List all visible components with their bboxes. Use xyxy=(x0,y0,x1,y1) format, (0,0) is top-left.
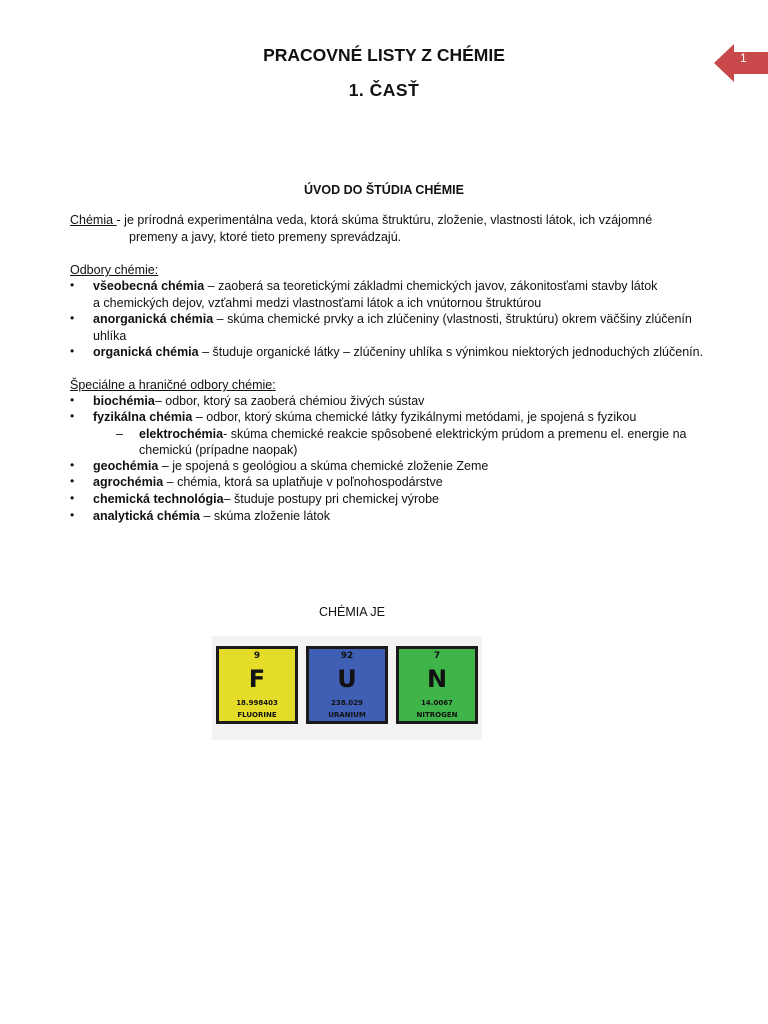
page-number: 1 xyxy=(740,51,747,65)
special-name: analytická chémia xyxy=(93,509,201,523)
element-symbol: F xyxy=(248,665,266,693)
branch-item-organic xyxy=(93,344,703,361)
bullet: • xyxy=(70,491,75,505)
branch-item-general xyxy=(93,278,657,295)
atomic-mass: 18.998403 xyxy=(236,699,278,707)
special-desc: – študuje postupy pri chemickej výrobe xyxy=(223,492,439,506)
special-desc: – odbor, ktorý sa zaoberá chémiou živých sústav xyxy=(154,394,425,408)
atomic-mass: 14.0067 xyxy=(421,699,453,707)
special-item-geochemistry xyxy=(93,458,488,475)
special-name: geochémia xyxy=(93,459,159,473)
special-item-physical xyxy=(93,409,636,426)
special-desc: – chémia, ktorá sa uplatňuje v poľnohospodárstve xyxy=(163,475,443,489)
branch-desc: – zaoberá sa teoretickými základmi chemických javov, zákonitosťami stavby látok xyxy=(204,279,658,293)
bullet: • xyxy=(70,393,75,407)
page-subtitle: 1. ČASŤ xyxy=(348,80,420,100)
special-name: fyzikálna chémia xyxy=(93,410,193,424)
special-item-analytical xyxy=(93,508,330,525)
special-desc: – odbor, ktorý skúma chemické látky fyzikálnymi metódami, je spojená s fyzikou xyxy=(192,410,637,424)
bullet: • xyxy=(70,458,75,472)
special-name: elektrochémia xyxy=(139,427,224,441)
branch-name: všeobecná chémia xyxy=(93,279,205,293)
special-item-agrochemistry xyxy=(93,474,443,491)
bullet: • xyxy=(70,311,75,325)
bullet: • xyxy=(70,474,75,488)
fun-label: CHÉMIA JE xyxy=(319,605,385,619)
bullet: • xyxy=(70,508,75,522)
element-name: URANIUM xyxy=(328,711,366,719)
special-subitem-electrochemistry xyxy=(139,426,687,443)
special-desc: – skúma zloženie látok xyxy=(200,509,330,523)
intro-heading: ÚVOD DO ŠTÚDIA CHÉMIE xyxy=(304,183,464,197)
sub-dash: – xyxy=(116,427,123,441)
chemistry-definition-line1 xyxy=(70,212,652,229)
special-name: agrochémia xyxy=(93,475,164,489)
special-heading: Špeciálne a hraničné odbory chémie: xyxy=(70,378,276,392)
atomic-number: 9 xyxy=(253,651,261,661)
special-desc: - skúma chemické reakcie spôsobené elektrickým prúdom a premenu el. energie na xyxy=(223,427,687,441)
branch-item-general-cont: a chemických dejov, vzťahmi medzi vlastnosťami látok a ich vnútornou štruktúrou xyxy=(93,296,542,310)
element-tile-nitrogen xyxy=(396,646,478,724)
fun-periodic-tiles-image xyxy=(212,636,482,740)
branches-heading: Odbory chémie: xyxy=(70,263,159,277)
branch-item-inorganic xyxy=(93,311,692,328)
chemistry-term: Chémia xyxy=(70,213,117,227)
element-tile-uranium xyxy=(306,646,388,724)
special-name: biochémia xyxy=(93,394,155,408)
bullet: • xyxy=(70,344,75,358)
atomic-number: 92 xyxy=(340,651,354,661)
atomic-number: 7 xyxy=(433,651,441,661)
chemistry-definition-line2: premeny a javy, ktoré tieto premeny sprevádzajú. xyxy=(129,230,402,244)
bullet: • xyxy=(70,409,75,423)
branch-desc: – skúma chemické prvky a ich zlúčeniny (vlastnosti, štruktúru) okrem väčšiny zlúčenín xyxy=(213,312,692,326)
special-name: chemická technológia xyxy=(93,492,224,506)
atomic-mass: 238.029 xyxy=(331,699,363,707)
special-subitem-cont: chemickú (prípadne naopak) xyxy=(139,443,298,457)
element-name: FLUORINE xyxy=(237,711,277,719)
element-tile-fluorine xyxy=(216,646,298,724)
element-symbol: U xyxy=(337,665,357,693)
branch-name: anorganická chémia xyxy=(93,312,214,326)
special-item-technology xyxy=(93,491,439,508)
branch-name: organická chémia xyxy=(93,345,199,359)
bullet: • xyxy=(70,278,75,292)
special-item-biochemistry xyxy=(93,393,424,410)
branch-item-inorganic-cont: uhlíka xyxy=(93,329,127,343)
branch-desc: – študuje organické látky – zlúčeniny uhlíka s výnimkou niektorých jednoduchých zlúčenín. xyxy=(198,345,704,359)
page-title: PRACOVNÉ LISTY Z CHÉMIE xyxy=(263,45,505,65)
special-desc: – je spojená s geológiou a skúma chemické zloženie Zeme xyxy=(158,459,489,473)
element-name: NITROGEN xyxy=(416,711,458,719)
definition-text: - je prírodná experimentálna veda, ktorá skúma štruktúru, zloženie, vlastnosti látok, ich vzájomné xyxy=(116,213,653,227)
element-symbol: N xyxy=(426,665,448,693)
